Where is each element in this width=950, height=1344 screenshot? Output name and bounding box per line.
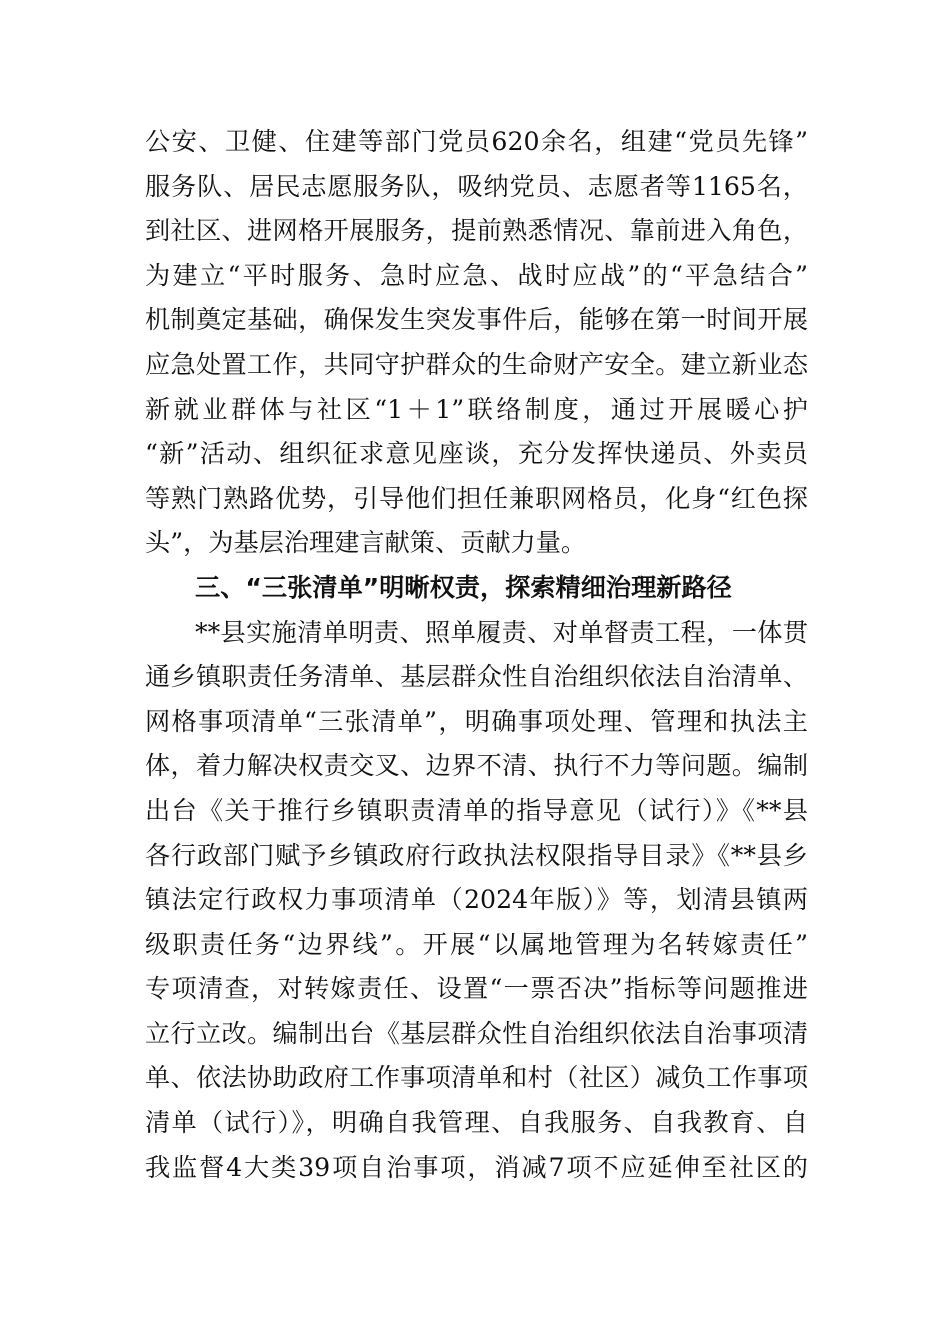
text-line: “新”活动、组织征求意见座谈，充分发挥快递员、外卖员 <box>145 439 808 469</box>
text-line: 应急处置工作，共同守护群众的生命财产安全。建立新业态 <box>145 349 808 379</box>
text-line: 网格事项清单“三张清单”，明确事项处理、管理和执法主 <box>145 706 808 736</box>
text-line: 清单（试行）》，明确自我管理、自我服务、自我教育、自 <box>145 1108 808 1138</box>
text-line: 公安、卫健、住建等部门党员620余名，组建“党员先锋” <box>145 127 808 156</box>
text-line: 立行立改。编制出台《基层群众性自治组织依法自治事项清 <box>145 1018 808 1048</box>
paragraph-three-lists <box>145 611 808 1191</box>
text-line: 出台《关于推行乡镇职责清单的指导意见（试行）》《**县 <box>145 795 808 825</box>
text-line: 级职责任务“边界线”。开展“以属地管理为名转嫁责任” <box>145 929 808 959</box>
text-line: 专项清查，对转嫁责任、设置“一票否决”指标等问题推进 <box>145 974 808 1004</box>
document-page <box>145 120 808 1190</box>
text-line: 单、依法协助政府工作事项清单和村（社区）减负工作事项 <box>145 1063 808 1093</box>
text-line: 等熟门熟路优势，引导他们担任兼职网格员，化身“红色探 <box>145 483 808 513</box>
text-line: 通乡镇职责任务清单、基层群众性自治组织依法自治清单、 <box>145 662 808 692</box>
text-line: 头”，为基层治理建言献策、贡献力量。 <box>145 528 587 558</box>
text-line: 新就业群体与社区“1＋1”联络制度，通过开展暖心护 <box>145 394 808 424</box>
text-line: 机制奠定基础，确保发生突发事件后，能够在第一时间开展 <box>145 305 808 335</box>
text-line: **县实施清单明责、照单履责、对单督责工程，一体贯 <box>195 617 808 647</box>
text-line: 体，着力解决权责交叉、边界不清、执行不力等问题。编制 <box>145 751 808 781</box>
text-line: 我监督4大类39项自治事项，消减7项不应延伸至社区的 <box>145 1152 808 1182</box>
text-line: 为建立“平时服务、急时应急、战时应战”的“平急结合” <box>145 260 808 290</box>
text-line: 服务队、居民志愿服务队，吸纳党员、志愿者等1165名， <box>145 171 808 201</box>
section-heading: 三、“三张清单”明晰权责，探索精细治理新路径 <box>195 572 732 602</box>
text-line: 到社区、进网格开展服务，提前熟悉情况、靠前进入角色， <box>145 216 808 246</box>
text-line: 各行政部门赋予乡镇政府行政执法权限指导目录》《**县乡 <box>145 840 808 870</box>
text-line: 镇法定行政权力事项清单（2024年版）》等，划清县镇两 <box>145 885 808 915</box>
paragraph-party-services <box>145 120 808 566</box>
